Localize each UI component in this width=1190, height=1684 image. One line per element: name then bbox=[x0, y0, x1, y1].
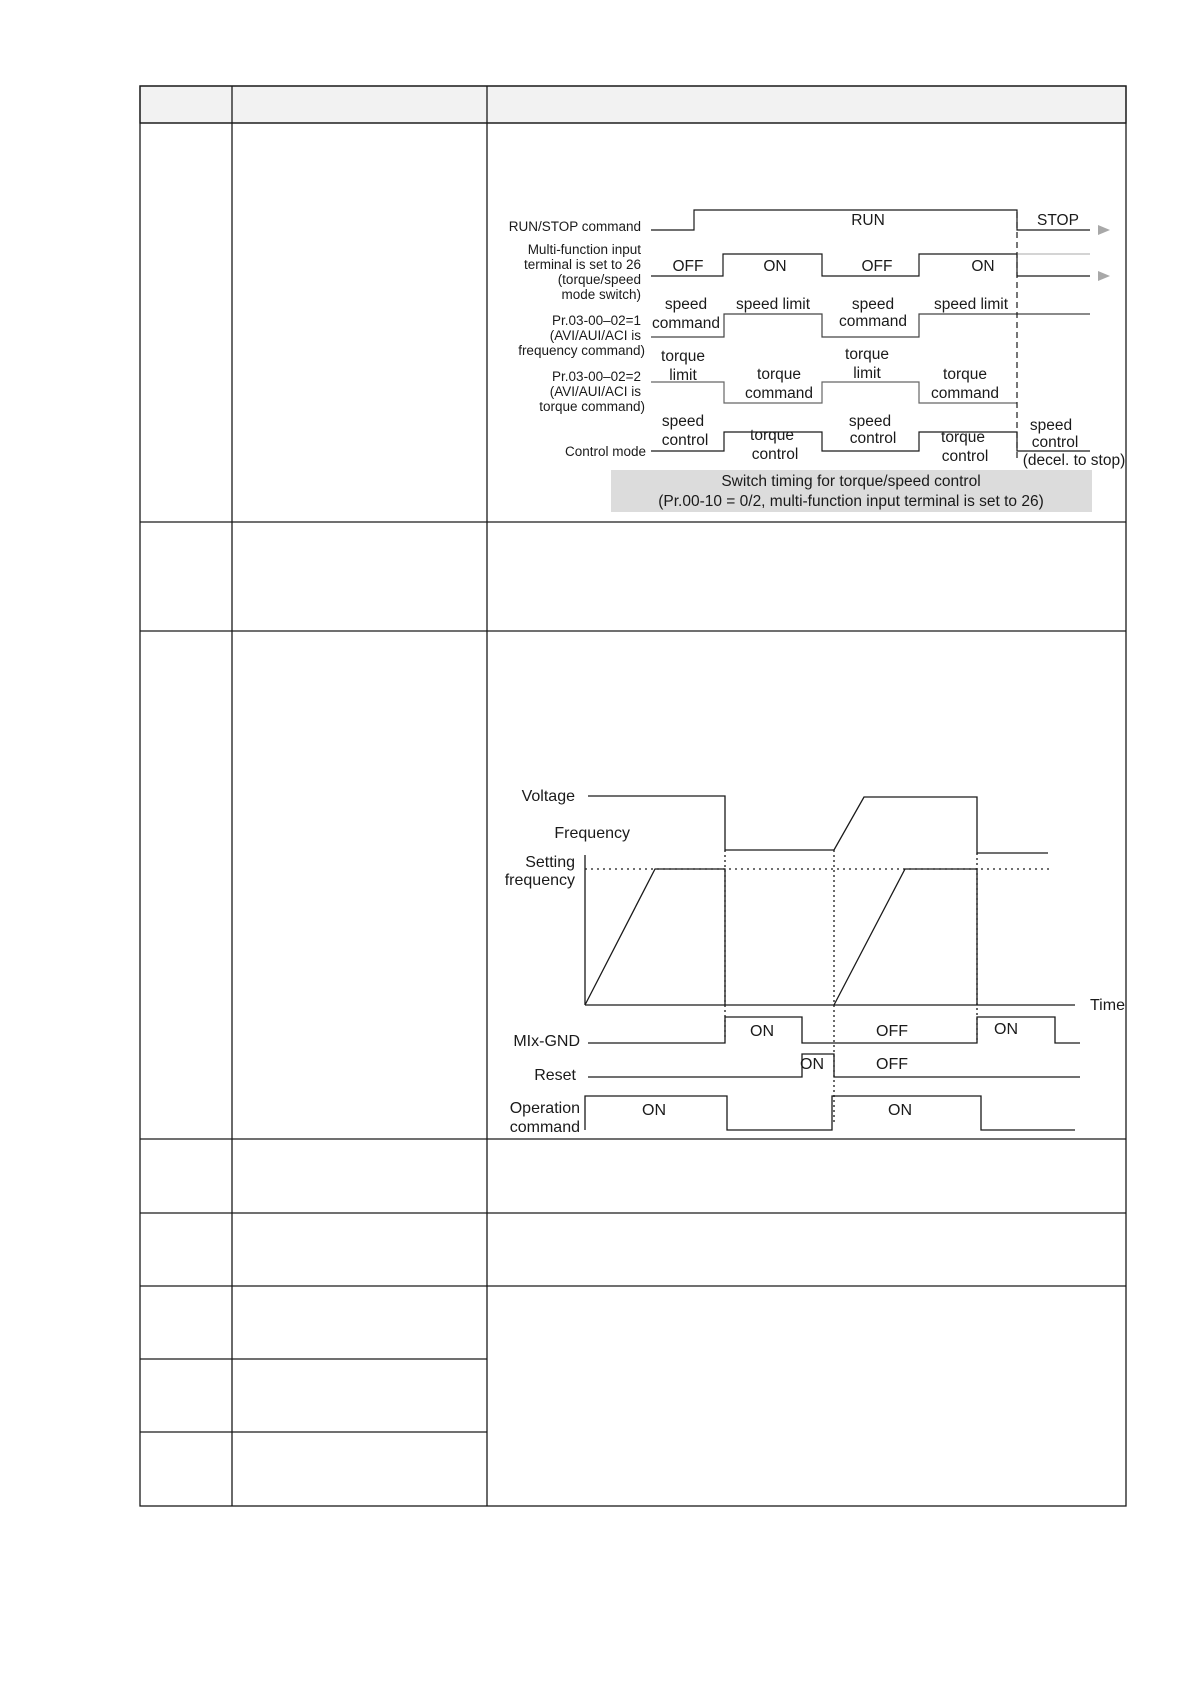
operation-state: ON bbox=[888, 1102, 912, 1119]
pr1-label-line3: frequency command) bbox=[518, 343, 645, 358]
diagram-caption-line2: (Pr.00-10 = 0/2, multi-function input terminal is set to 26) bbox=[658, 493, 1044, 510]
pr1-label-line1: Pr.03-00–02=1 bbox=[552, 313, 641, 328]
frequency-curve bbox=[585, 869, 725, 1005]
voltage-curve bbox=[588, 796, 1048, 853]
time-label: Time bbox=[1090, 997, 1125, 1014]
mix-gnd-state: OFF bbox=[876, 1023, 908, 1040]
mode-state: speed bbox=[1029, 417, 1073, 434]
mix-gnd-label: MIx-GND bbox=[513, 1033, 580, 1050]
pr2-label-line1: Pr.03-00–02=2 bbox=[552, 369, 641, 384]
mode-state: torque bbox=[750, 427, 794, 444]
pr2-label-line2: (AVI/AUI/ACI is bbox=[549, 384, 641, 399]
reset-state: OFF bbox=[876, 1056, 908, 1073]
pr2-state: torque bbox=[943, 366, 987, 383]
mfi-label-line2: terminal is set to 26 bbox=[523, 257, 641, 272]
terminal-state: OFF bbox=[672, 258, 704, 275]
pr1-state: speed limit bbox=[933, 296, 1009, 313]
mode-state: torque bbox=[941, 429, 985, 446]
pr1-label-line2: (AVI/AUI/ACI is bbox=[549, 328, 641, 343]
pr2-state: torque bbox=[845, 346, 889, 363]
pr2-state: torque bbox=[661, 348, 705, 365]
run-text: RUN bbox=[851, 212, 885, 229]
voltage-label: Voltage bbox=[521, 788, 575, 805]
setting-frequency-label-line1: Setting bbox=[525, 854, 575, 871]
mix-gnd-state: ON bbox=[750, 1023, 774, 1040]
control-mode-label: Control mode bbox=[564, 444, 646, 459]
pr2-state: limit bbox=[853, 365, 881, 382]
pr1-state: speed limit bbox=[735, 296, 811, 313]
pr1-state: command bbox=[838, 313, 908, 330]
pr1-state: speed bbox=[664, 296, 708, 313]
frequency-label: Frequency bbox=[554, 825, 630, 842]
reset-label: Reset bbox=[534, 1067, 576, 1084]
diagram-caption-line1: Switch timing for torque/speed control bbox=[721, 473, 981, 490]
pr2-label-line3: torque command) bbox=[539, 399, 645, 414]
operation-state: ON bbox=[642, 1102, 666, 1119]
mode-state: control bbox=[941, 448, 989, 465]
mode-state: speed bbox=[661, 413, 705, 430]
mode-state: speed bbox=[848, 413, 892, 430]
mfi-label-line1: Multi-function input bbox=[527, 242, 641, 257]
mfi-label-line4: mode switch) bbox=[561, 287, 641, 302]
terminal-state: ON bbox=[763, 258, 787, 275]
operation-command-label-line2: command bbox=[509, 1119, 580, 1136]
mode-state: control bbox=[751, 446, 799, 463]
mfi-label-line3: (torque/speed bbox=[557, 272, 641, 287]
terminal-state: ON bbox=[971, 258, 995, 275]
pr1-state: speed bbox=[851, 296, 895, 313]
reset-state: ON bbox=[800, 1056, 824, 1073]
setting-frequency-label-line2: frequency bbox=[504, 872, 575, 889]
mode-state: control bbox=[661, 432, 709, 449]
pr2-state: command bbox=[744, 385, 814, 402]
run-stop-label: RUN/STOP command bbox=[508, 219, 641, 234]
pr1-state: command bbox=[651, 315, 721, 332]
terminal-state: OFF bbox=[861, 258, 893, 275]
reset-signal bbox=[588, 1054, 1080, 1077]
mode-state: control bbox=[1031, 434, 1079, 451]
decel-note: (decel. to stop) bbox=[1022, 452, 1126, 469]
mix-gnd-state: ON bbox=[994, 1021, 1018, 1038]
pr2-state: command bbox=[930, 385, 1000, 402]
pr2-state: torque bbox=[757, 366, 801, 383]
frequency-curve bbox=[834, 869, 977, 1005]
stop-text: STOP bbox=[1037, 212, 1079, 229]
pr2-state: limit bbox=[669, 367, 697, 384]
operation-command-label-line1: Operation bbox=[509, 1100, 580, 1117]
mode-state: control bbox=[849, 430, 897, 447]
